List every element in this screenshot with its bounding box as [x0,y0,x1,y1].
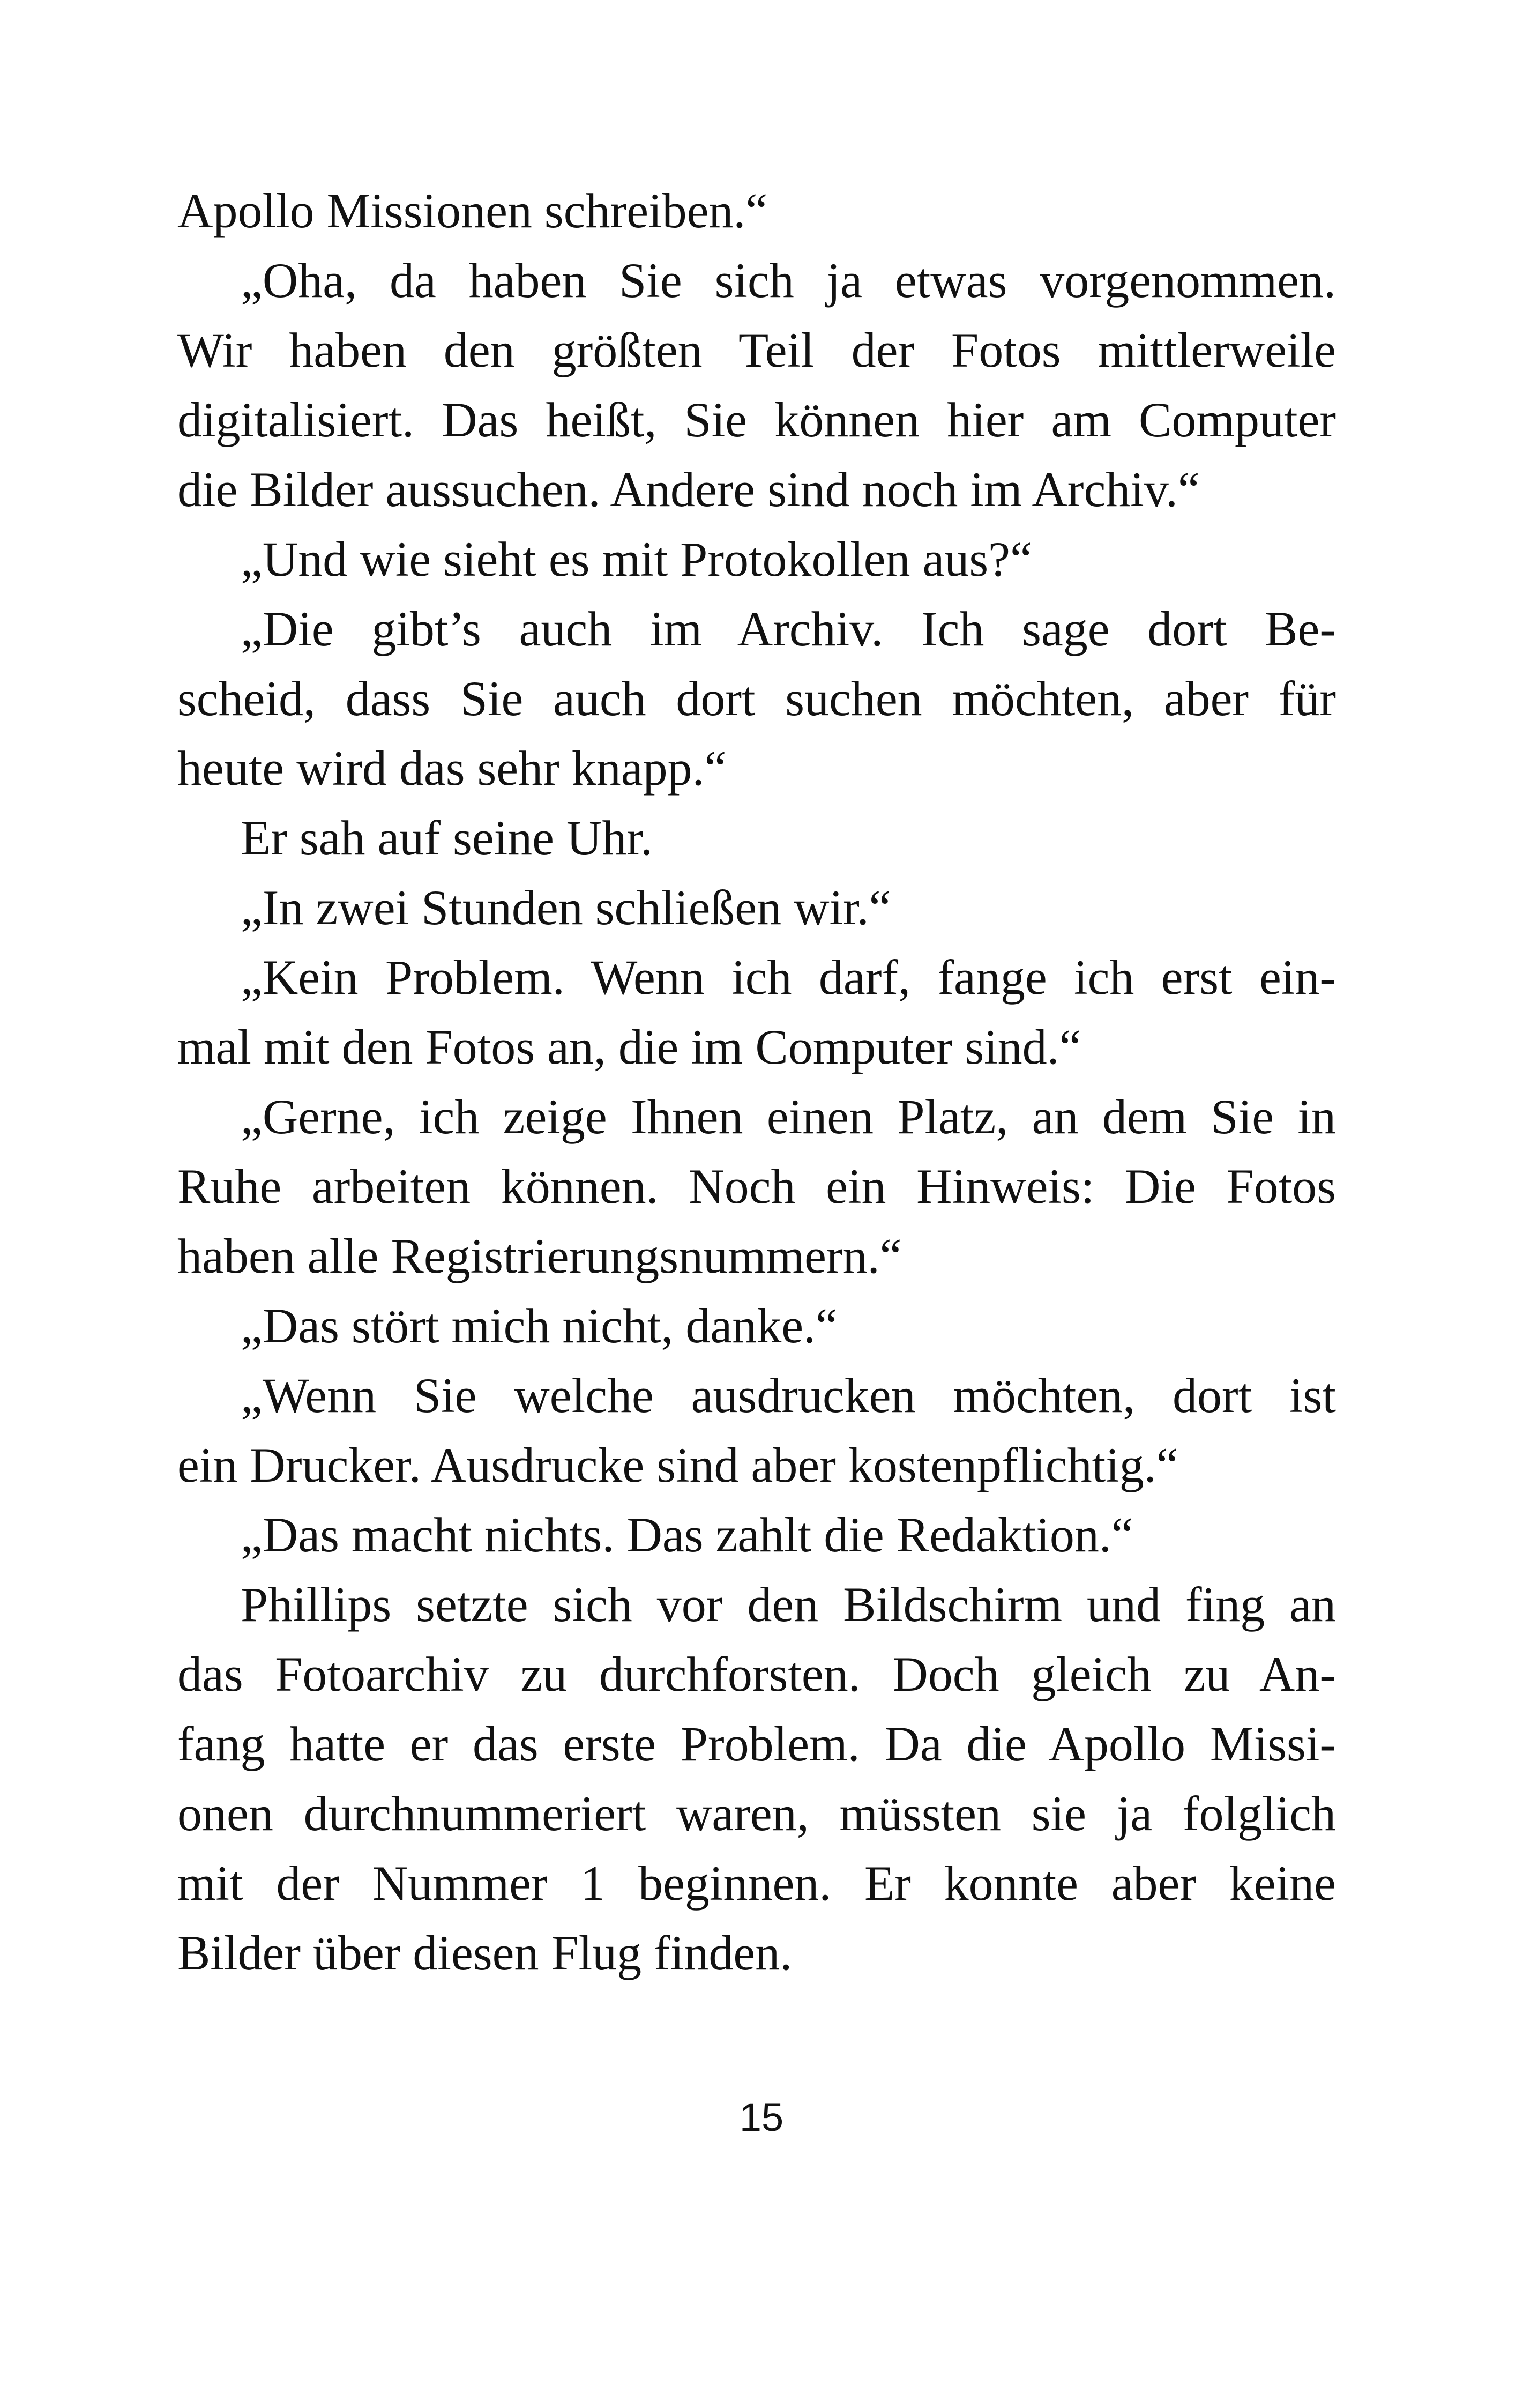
text-line: „Die gibt’s auch im Archiv. Ich sage dort Be- [241,601,1336,656]
text-line: „Und wie sieht es mit Protokollen aus?“ [241,532,1032,586]
text-line: „Kein Problem. Wenn ich darf, fange ich erst ein- [241,950,1336,1005]
text-line: scheid, dass Sie auch dort suchen möchten, aber für [177,671,1336,726]
text-line: fang hatte er das erste Problem. Da die Apollo Missi- [177,1716,1336,1771]
text-line: onen durchnummeriert waren, müssten sie ja folglich [177,1786,1336,1841]
text-line: „Das stört mich nicht, danke.“ [241,1298,838,1353]
text-line: „Wenn Sie welche ausdrucken möchten, dort ist [241,1368,1336,1423]
text-line: ein Drucker. Ausdrucke sind aber kostenpflichtig.“ [177,1438,1178,1492]
text-line: Phillips setzte sich vor den Bildschirm und fing an [241,1577,1336,1632]
body-text [177,176,1336,1988]
text-line: „Gerne, ich zeige Ihnen einen Platz, an dem Sie in [241,1089,1336,1144]
text-line: Ruhe arbeiten können. Noch ein Hinweis: Die Fotos [177,1159,1336,1214]
text-line: „Das macht nichts. Das zahlt die Redaktion.“ [241,1507,1133,1562]
text-line: haben alle Registrierungsnummern.“ [177,1229,902,1283]
text-line: Apollo Missionen schreiben.“ [177,183,768,238]
text-line: das Fotoarchiv zu durchforsten. Doch gleich zu An- [177,1647,1336,1701]
text-line: mal mit den Fotos an, die im Computer sind.“ [177,1020,1081,1074]
text-line: heute wird das sehr knapp.“ [177,741,727,796]
text-line: Wir haben den größten Teil der Fotos mittlerweile [177,323,1336,377]
text-line: Er sah auf seine Uhr. [241,811,653,865]
text-line: digitalisiert. Das heißt, Sie können hier am Computer [177,392,1336,447]
page-number: 15 [739,2095,784,2139]
text-line: mit der Nummer 1 beginnen. Er konnte aber keine [177,1856,1336,1911]
text-line: die Bilder aussuchen. Andere sind noch im Archiv.“ [177,462,1200,517]
text-line: „In zwei Stunden schließen wir.“ [241,880,891,935]
text-line: „Oha, da haben Sie sich ja etwas vorgenommen. [241,253,1336,308]
text-line: Bilder über diesen Flug finden. [177,1926,793,1980]
